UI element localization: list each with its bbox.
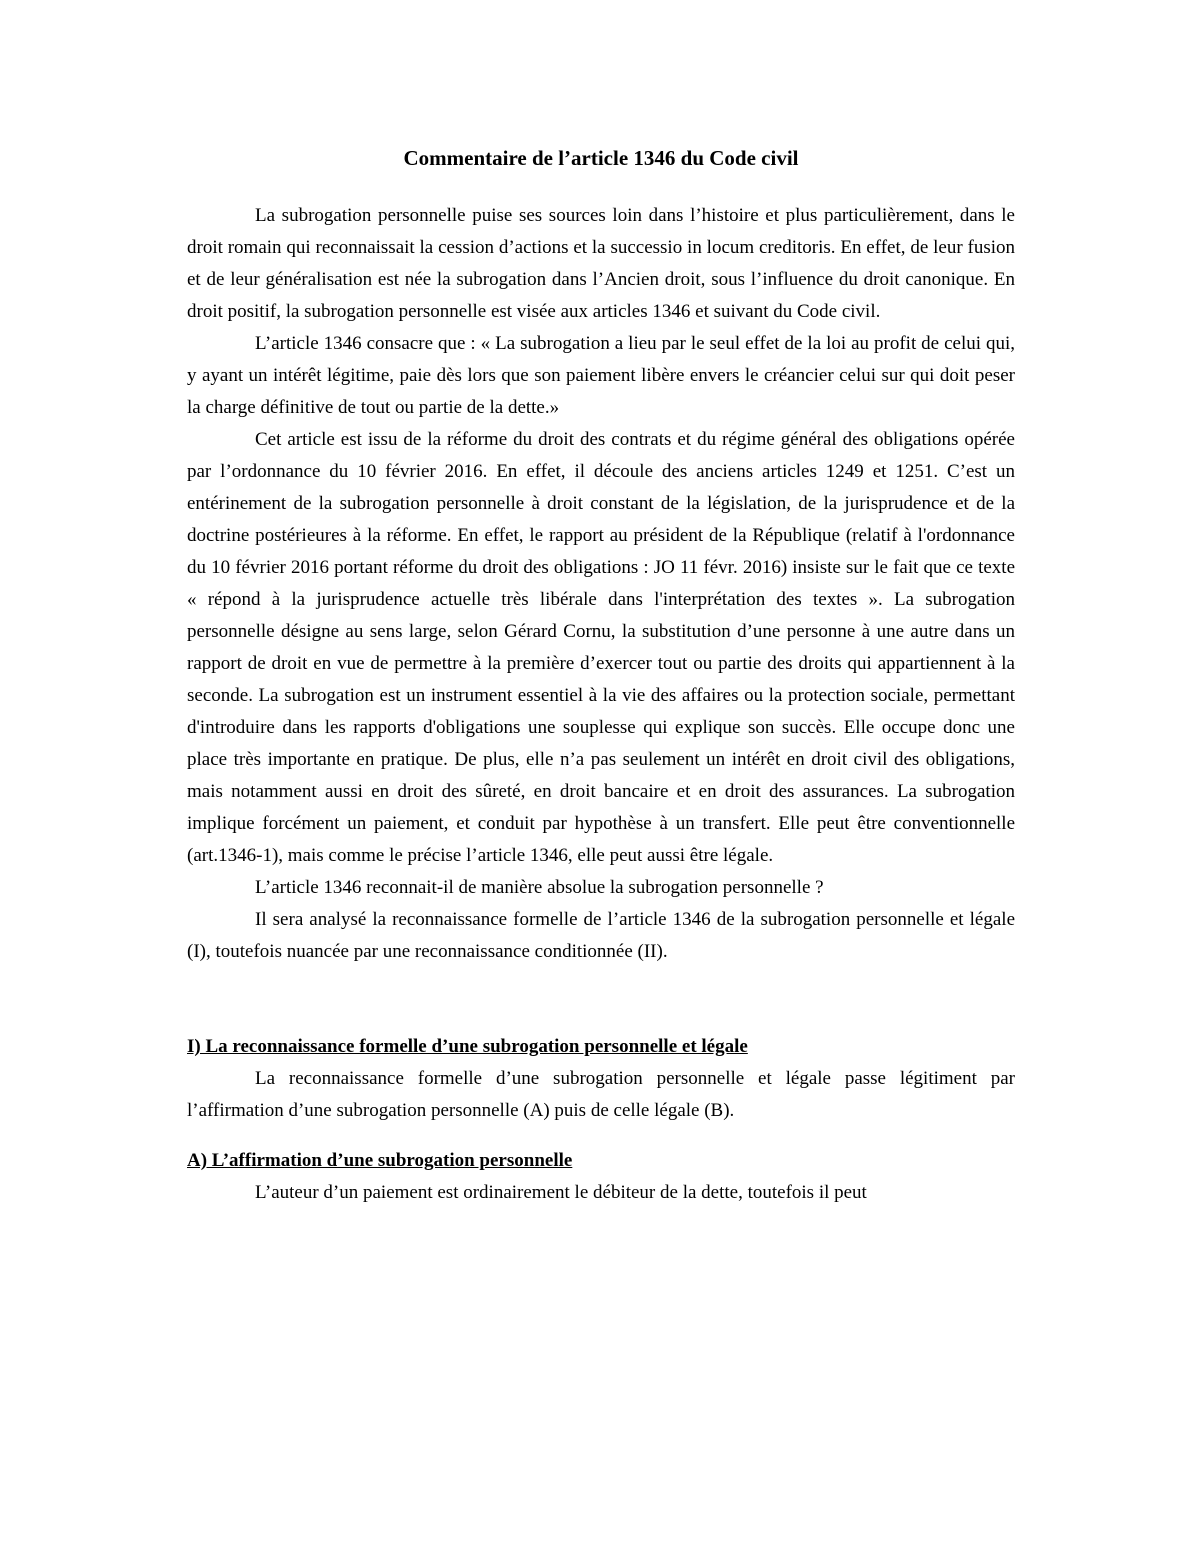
document-title: Commentaire de l’article 1346 du Code civil — [403, 146, 799, 170]
problem-question: L’article 1346 reconnait-il de manière absolue la subrogation personnelle ? — [255, 877, 824, 898]
subsection-a-text: L’auteur d’un paiement est ordinairement le débiteur de la dette, toutefois il peut — [255, 1182, 867, 1203]
context-paragraph: Cet article est issu de la réforme du droit des contrats et du régime général des obligations opérée par l’ordonnance du 10 février 2016. En effet, il découle des anciens articles 1249 et 1251. C’est un entérinement de la subrogation personnelle à droit constant de la législation, de la jurisprudence et de la doctrine postérieures à la réforme. En effet, le rapport au président de la République (relatif à l'ordonnance du 10 février 2016 portant réforme du droit des obligations : JO 11 févr. 2016) insiste sur le fait que ce texte « répond à la jurisprudence actuelle très libérale dans l'interprétation des textes ». La subrogation personnelle désigne au sens large, selon Gérard Cornu, la substitution d’une personne à une autre dans un rapport de droit en vue de permettre à la première d’exercer tout ou partie des droits qui appartiennent à la seconde. La subrogation est un instrument essentiel à la vie des affaires ou la protection sociale, permettant d'introduire dans les rapports d'obligations une souplesse qui explique son succès. Elle occupe donc une place très importante en pratique. De plus, elle n’a pas seulement un intérêt en droit civil des obligations, mais notamment aussi en droit des sûreté, en droit bancaire et en droit des assurances. La subrogation implique forcément un paiement, et conduit par hypothèse à un transfert. Elle peut être conventionnelle (art.1346-1), mais comme le précise l’article 1346, elle peut aussi être légale. — [187, 429, 1015, 866]
section-one-heading: I) La reconnaissance formelle d’une subrogation personnelle et légale — [187, 1036, 748, 1057]
article-quote-paragraph: L’article 1346 consacre que : « La subrogation a lieu par le seul effet de la loi au profit de celui qui, y ayant un intérêt légitime, paie dès lors que son paiement libère envers le créancier celui sur qui doit peser la charge définitive de tout ou partie de la dette.» — [187, 333, 1015, 418]
subsection-a-heading: A) L’affirmation d’une subrogation personnelle — [187, 1150, 573, 1171]
intro-paragraph: La subrogation personnelle puise ses sources loin dans l’histoire et plus particulièrement, dans le droit romain qui reconnaissait la cession d’actions et la successio in locum creditoris. En effet, de leur fusion et de leur généralisation est née la subrogation dans l’Ancien droit, sous l’influence du droit canonique. En droit positif, la subrogation personnelle est visée aux articles 1346 et suivant du Code civil. — [187, 205, 1015, 322]
outline-paragraph: Il sera analysé la reconnaissance formelle de l’article 1346 de la subrogation personnelle et légale (I), toutefois nuancée par une reconnaissance conditionnée (II). — [187, 909, 1015, 962]
section-spacer — [187, 968, 1015, 1031]
document-body — [187, 142, 1015, 1209]
section-one-intro: La reconnaissance formelle d’une subrogation personnelle et légale passe légitiment par l’affirmation d’une subrogation personnelle (A) puis de celle légale (B). — [187, 1068, 1015, 1121]
